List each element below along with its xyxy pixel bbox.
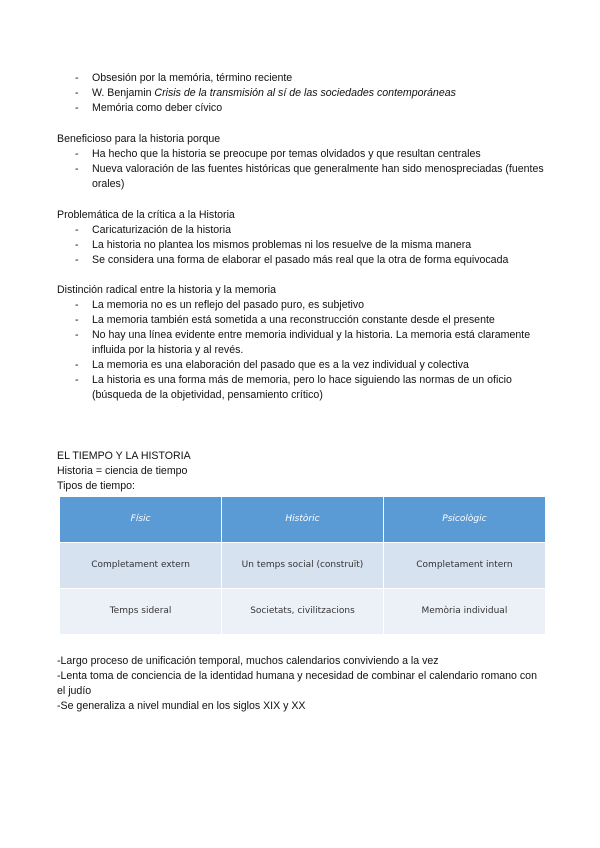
list-item: - No hay una línea evidente entre memoria individual y la historia. La memoria está claramente influida por la historia y al revés. — [75, 329, 531, 356]
list-item-text: Ha hecho que la historia se preocupe por temas olvidados y que resultan centrales — [92, 148, 481, 160]
table-header-cell: Històric — [222, 497, 384, 543]
list-item-text: Se considera una forma de elaborar el pasado más real que la otra de forma equivocada — [92, 254, 509, 266]
note-line: -Lenta toma de conciencia de la identidad humana y necesidad de combinar el calendario romano con el judío — [57, 670, 537, 697]
list-item: - La memoria también está sometida a una reconstrucción constante desde el presente — [75, 314, 495, 326]
list-item-text: W. Benjamin — [92, 87, 152, 99]
table-header-row — [60, 497, 545, 543]
section-heading: Problemática de la crítica a la Historia — [57, 209, 235, 221]
section-heading: Distinción radical entre la historia y la memoria — [57, 284, 277, 296]
list-item-text: Caricaturización de la historia — [92, 224, 231, 236]
section-heading: Beneficioso para la historia porque — [57, 133, 221, 145]
table-cell: Completament extern — [60, 543, 222, 589]
list-item: - W. Benjamin Crisis de la transmisión al sí de las sociedades contemporáneas — [75, 87, 456, 99]
definition-line: Historia = ciencia de tiempo — [57, 465, 188, 477]
list-item-text: Memória como deber cívico — [92, 102, 223, 114]
table-cell: Memòria individual — [383, 589, 545, 635]
list-item: - Obsesión por la memória, término reciente — [75, 72, 293, 84]
table-row — [60, 543, 545, 589]
note-line: -Largo proceso de unificación temporal, muchos calendarios conviviendo a la vez — [57, 655, 439, 667]
table-cell: Completament intern — [383, 543, 545, 589]
list-item: - La historia no plantea los mismos problemas ni los resuelve de la misma manera — [75, 239, 472, 251]
intro-list — [57, 71, 547, 116]
list-item: - Memória como deber cívico — [75, 102, 223, 114]
section-list — [57, 298, 547, 403]
list-item-text: No hay una línea evidente entre memoria individual y la historia. La memoria está claramente influida por la historia y al revés. — [92, 329, 531, 356]
table-header-cell: Físic — [60, 497, 222, 543]
list-item-text: La memoria es una elaboración del pasado que es a la vez individual y colectiva — [92, 359, 469, 371]
table-cell: Temps sideral — [60, 589, 222, 635]
section-list — [57, 223, 547, 268]
section-distincion — [57, 283, 547, 403]
list-item-text: La historia es una forma más de memoria, pero lo hace siguiendo las normas de un oficio (búsqueda de la objetividad, pensamiento crítico) — [92, 374, 512, 401]
closing-notes — [57, 654, 547, 714]
list-item-text: La memoria también está sometida a una reconstrucción constante desde el presente — [92, 314, 495, 326]
section-tiempo — [57, 449, 547, 494]
list-item: - La historia es una forma más de memoria, pero lo hace siguiendo las normas de un oficio (búsqueda de la objetividad, pensamiento crítico) — [75, 374, 512, 401]
time-types-table — [60, 497, 545, 635]
list-item-text: Obsesión por la memória, término reciente — [92, 72, 293, 84]
note-line: -Se generaliza a nivel mundial en los siglos XIX y XX — [57, 700, 306, 712]
section-problematica — [57, 208, 547, 268]
book-title: Crisis de la transmisión al sí de las sociedades contemporáneas — [154, 87, 456, 99]
section-title: EL TIEMPO Y LA HISTORIA — [57, 450, 191, 462]
table-cell: Societats, civilitzacions — [222, 589, 384, 635]
table-row — [60, 589, 545, 635]
types-label: Tipos de tiempo: — [57, 480, 135, 492]
list-item-text: Nueva valoración de las fuentes históricas que generalmente han sido menospreciadas (fuentes orales) — [92, 163, 544, 190]
list-item-text: La memoria no es un reflejo del pasado puro, es subjetivo — [92, 299, 365, 311]
list-item: - Nueva valoración de las fuentes históricas que generalmente han sido menospreciadas (fuentes orales) — [75, 163, 544, 190]
list-item: - La memoria es una elaboración del pasado que es a la vez individual y colectiva — [75, 359, 469, 371]
list-item: - La memoria no es un reflejo del pasado puro, es subjetivo — [75, 299, 365, 311]
intro-list-block — [57, 71, 547, 116]
list-item: - Caricaturización de la historia — [75, 224, 231, 236]
section-list — [57, 147, 547, 192]
list-item: - Se considera una forma de elaborar el pasado más real que la otra de forma equivocada — [75, 254, 509, 266]
list-item-text: La historia no plantea los mismos problemas ni los resuelve de la misma manera — [92, 239, 472, 251]
table-header-cell: Psicològic — [383, 497, 545, 543]
table-cell: Un temps social (construït) — [222, 543, 384, 589]
list-item: - Ha hecho que la historia se preocupe por temas olvidados y que resultan centrales — [75, 148, 481, 160]
section-beneficioso — [57, 132, 547, 192]
